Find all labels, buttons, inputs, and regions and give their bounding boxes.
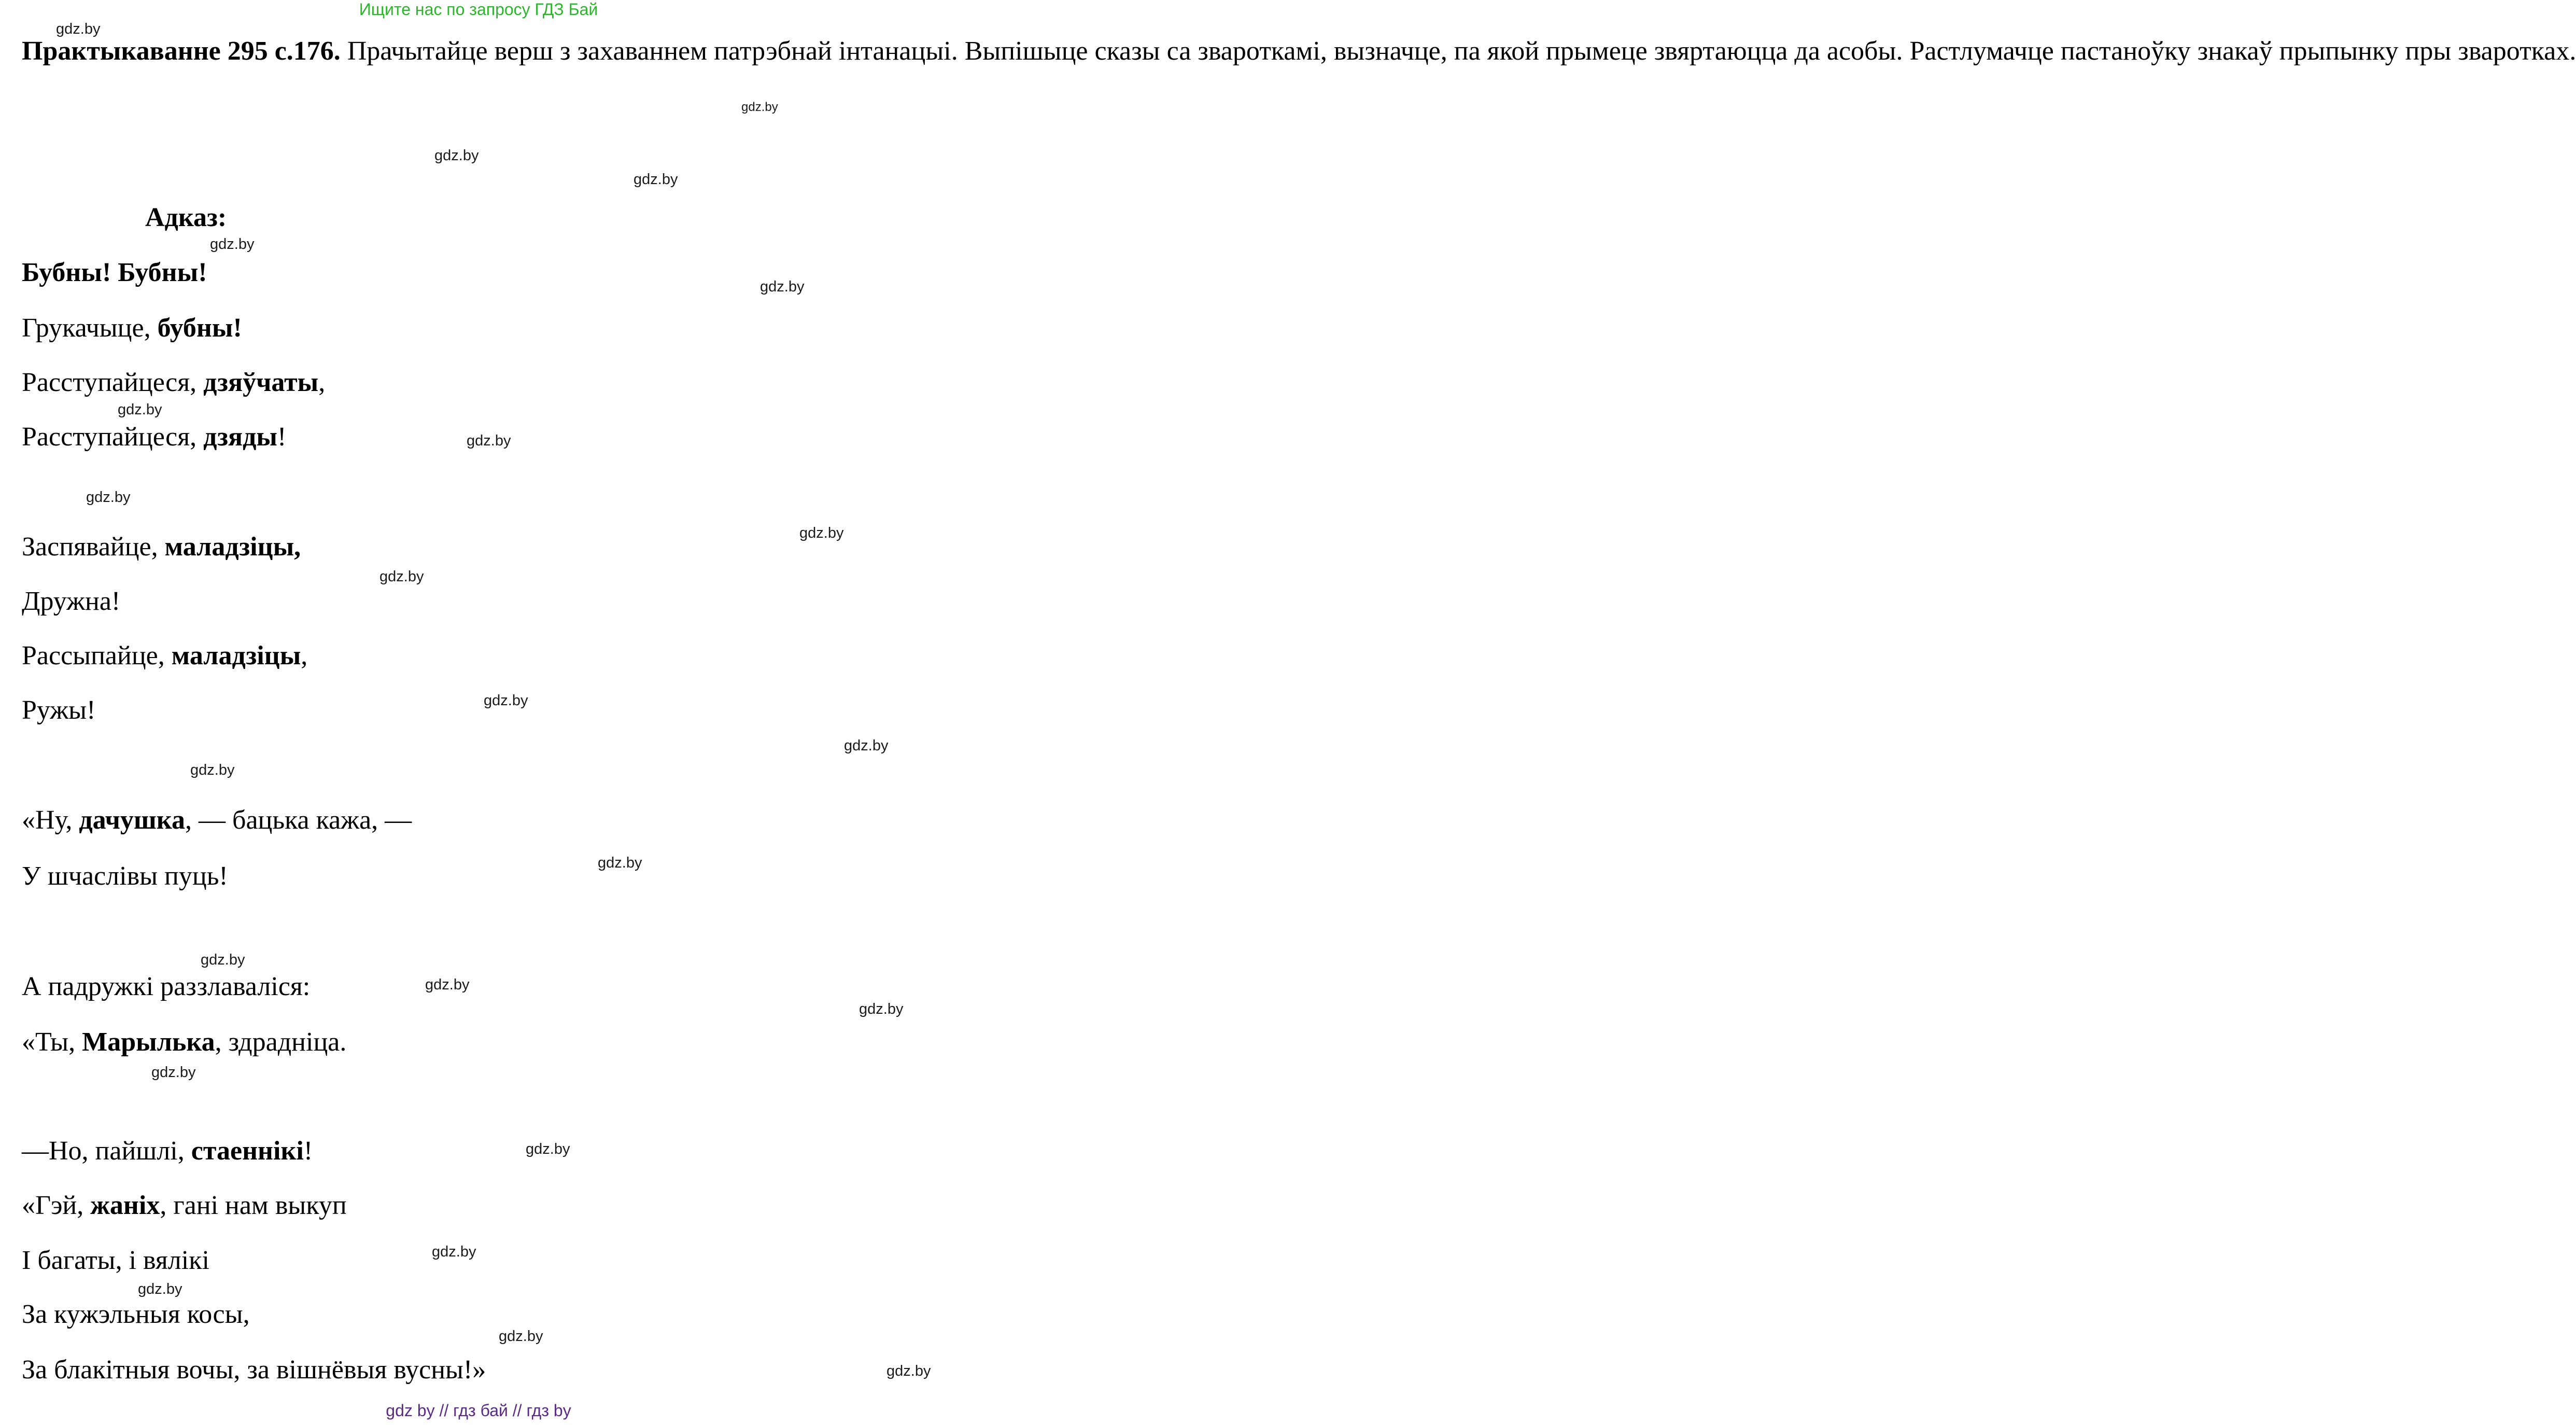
watermark: gdz.by: [190, 762, 235, 778]
watermark: gdz.by: [741, 100, 778, 114]
watermark: gdz.by: [118, 401, 162, 418]
poem-line: А падружкі раззлаваліся:: [22, 972, 311, 1001]
watermark: gdz.by: [151, 1064, 196, 1081]
poem-line: Расступайцеся, дзяўчаты,: [22, 368, 326, 397]
poem-line: «Ты, Марылька, здрадніца.: [22, 1027, 347, 1057]
watermark: gdz.by: [467, 432, 511, 449]
poem-line: За кужэльныя косы,: [22, 1300, 250, 1329]
poem-line: Бубны! Бубны!: [22, 258, 207, 287]
watermark: gdz.by: [859, 1001, 904, 1017]
watermark: gdz.by: [201, 952, 245, 968]
watermark: gdz.by: [484, 692, 528, 709]
watermark: gdz.by: [598, 855, 642, 871]
top-banner[interactable]: Ищите нас по запросу ГДЗ Бай: [359, 0, 598, 19]
watermark: gdz.by: [499, 1328, 543, 1345]
watermark: gdz.by: [138, 1281, 182, 1297]
answer-heading: Адказ:: [145, 203, 227, 232]
watermark: gdz.by: [425, 976, 470, 993]
poem-line: —Но, пайшлі, стаеннікі!: [22, 1136, 313, 1166]
watermark: gdz.by: [379, 568, 424, 585]
poem-line: У шчаслівы пуць!: [22, 861, 228, 891]
poem-line: Заспявайце, маладзіцы,: [22, 532, 301, 562]
watermark: gdz.by: [844, 737, 889, 754]
watermark: gdz.by: [634, 171, 678, 188]
poem-line: «Ну, дачушка, — бацька кажа, —: [22, 805, 412, 835]
poem-line: Дружна!: [22, 586, 121, 616]
watermark: gdz.by: [56, 21, 101, 37]
poem-line: Рассыпайце, маладзіцы,: [22, 641, 308, 670]
watermark: gdz.by: [799, 525, 844, 541]
task-text: Прачытайце верш з захаваннем патрэбнай інтанацыі. Выпішыце сказы са звароткамі, вызначце, па якой прымеце звяртаюцца да асобы. Растлумачце пастаноўку знакаў прыпынку пры зваротках.: [347, 36, 2576, 66]
poem-line: За блакітныя вочы, за вішнёвыя вусны!»: [22, 1355, 486, 1385]
watermark: gdz.by: [434, 147, 479, 164]
watermark: gdz.by: [760, 278, 805, 295]
poem-line: І багаты, і вялікі: [22, 1246, 209, 1275]
poem-line: Ружы!: [22, 695, 96, 725]
task-statement: [22, 32, 2576, 71]
watermark: gdz.by: [210, 236, 255, 253]
footer-links[interactable]: gdz by // гдз бай // гдз by: [386, 1401, 571, 1420]
poem-line: «Гэй, жаніх, гані нам выкуп: [22, 1191, 347, 1220]
watermark: gdz.by: [526, 1141, 570, 1157]
poem-line: Расступайцеся, дзяды!: [22, 422, 287, 452]
task-label: Практыкаванне 295 с.176.: [22, 36, 341, 66]
watermark: gdz.by: [432, 1244, 476, 1260]
watermark: gdz.by: [86, 489, 131, 506]
watermark: gdz.by: [886, 1363, 931, 1379]
poem-line: Грукачыце, бубны!: [22, 313, 242, 343]
